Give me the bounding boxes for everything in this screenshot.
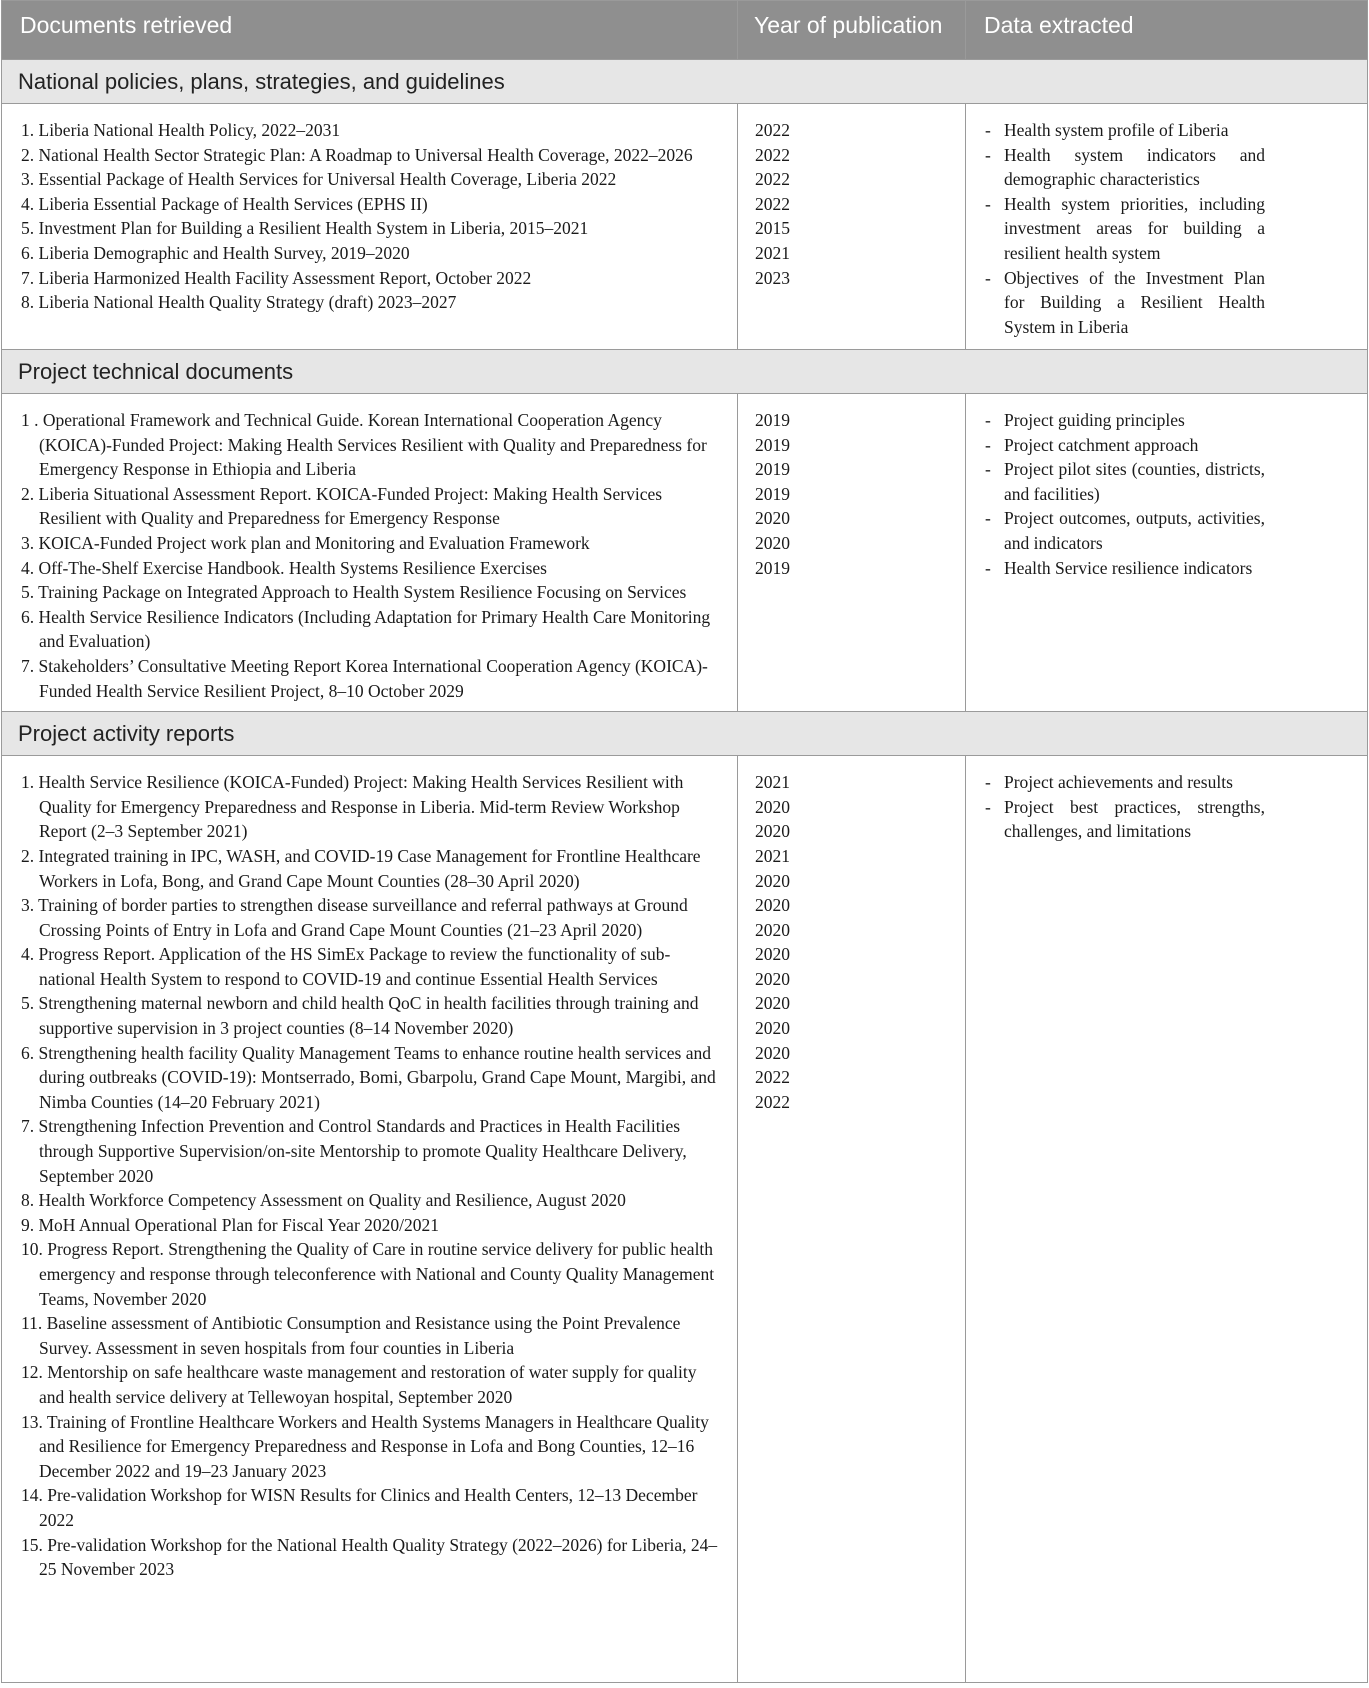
- list-item: - Objectives of the Investment Plan for Building a Resilient Health System in Liberia: [982, 266, 1265, 340]
- year-item: 2019: [755, 459, 790, 480]
- list-item: 2. Liberia Situational Assessment Report. KOICA-Funded Project: Making Health Services Resilient with Quality and Preparedness for Emergency Response: [21, 483, 663, 529]
- list-item: 2. National Health Sector Strategic Plan: A Roadmap to Universal Health Coverage, 2022–2026: [21, 144, 693, 165]
- list-item: 6. Liberia Demographic and Health Survey, 2019–2020: [21, 242, 410, 263]
- section-title: Project activity reports: [2, 712, 1368, 756]
- year-item: 2020: [755, 993, 790, 1014]
- years-cell: [738, 756, 966, 1683]
- list-item: 15. Pre-validation Workshop for the National Health Quality Strategy (2022–2026) for Liberia, 24–25 November 2023: [21, 1534, 718, 1580]
- year-item: 2015: [755, 218, 790, 239]
- year-item: 2020: [755, 870, 790, 891]
- list-item: 5. Investment Plan for Building a Resilient Health System in Liberia, 2015–2021: [21, 218, 589, 239]
- years-list: [755, 408, 964, 580]
- year-item: 2022: [755, 120, 790, 140]
- list-item: 4. Liberia Essential Package of Health Services (EPHS II): [21, 193, 428, 214]
- year-item: 2020: [755, 944, 790, 965]
- year-item: 2020: [755, 968, 790, 989]
- section-title: Project technical documents: [2, 350, 1368, 394]
- list-item: 6. Strengthening health facility Quality Management Teams to enhance routine health services and during outbreaks (COVID-19): Montserrado, Bomi, Gbarpolu, Grand Cape Mount, Margibi, and Nimba Counties (14–20 February 2021): [21, 1042, 716, 1112]
- list-item: 3. Essential Package of Health Services for Universal Health Coverage, Liberia 2022: [21, 169, 617, 190]
- section-title: National policies, plans, strategies, and guidelines: [2, 60, 1368, 104]
- years-cell: [738, 104, 966, 350]
- content-row-national-policies: [2, 104, 1368, 350]
- year-item: 2020: [755, 1018, 790, 1039]
- content-row-project-activity-reports: [2, 756, 1368, 1683]
- list-item: 9. MoH Annual Operational Plan for Fiscal Year 2020/2021: [21, 1214, 440, 1235]
- data-extracted-cell: [966, 394, 1368, 712]
- year-item: 2019: [755, 410, 790, 430]
- list-item: - Health system profile of Liberia: [982, 118, 1265, 143]
- list-item: - Health system priorities, including investment areas for building a resilient health system: [982, 192, 1265, 266]
- content-row-project-technical-documents: [2, 394, 1368, 712]
- list-item: 7. Liberia Harmonized Health Facility Assessment Report, October 2022: [21, 267, 532, 288]
- year-item: 2020: [755, 919, 790, 940]
- documents-table: [1, 0, 1368, 1683]
- list-item: 3. KOICA-Funded Project work plan and Monitoring and Evaluation Framework: [21, 532, 590, 553]
- header-documents-retrieved: Documents retrieved: [2, 1, 738, 60]
- year-item: 2020: [755, 796, 790, 817]
- list-item: 5. Strengthening maternal newborn and child health QoC in health facilities through training and supportive supervision in 3 project counties (8–14 November 2020): [21, 993, 699, 1039]
- years-list: [755, 770, 964, 1114]
- list-item: - Project achievements and results: [982, 770, 1265, 795]
- year-item: 2022: [755, 169, 790, 190]
- list-item: 5. Training Package on Integrated Approach to Health System Resilience Focusing on Services: [21, 582, 687, 603]
- section-row-national-policies: [2, 60, 1368, 104]
- list-item: 7. Strengthening Infection Prevention and Control Standards and Practices in Health Facilities through Supportive Supervision/on-site Mentorship to promote Quality Healthcare Delivery, September 2020: [21, 1116, 687, 1186]
- documents-cell: [2, 394, 738, 712]
- data-extracted-cell: [966, 104, 1368, 350]
- list-item: - Project guiding principles: [982, 408, 1265, 433]
- list-item: - Project catchment approach: [982, 433, 1265, 458]
- list-item: 1 . Operational Framework and Technical Guide. Korean International Cooperation Agency (KOICA)-Funded Project: Making Health Services Resilient with Quality and Preparedness for Emergency Response in Ethiopia and Liberia: [21, 410, 707, 480]
- documents-cell: [2, 104, 738, 350]
- list-item: - Health Service resilience indicators: [982, 556, 1265, 581]
- list-item: 14. Pre-validation Workshop for WISN Results for Clinics and Health Centers, 12–13 December 2022: [21, 1485, 698, 1530]
- year-item: 2021: [755, 772, 790, 793]
- list-item: 1. Liberia National Health Policy, 2022–2031: [21, 120, 341, 140]
- list-item: 7. Stakeholders’ Consultative Meeting Report Korea International Cooperation Agency (KOICA)-Funded Health Service Resilient Project, 8–10 October 2029: [21, 655, 708, 701]
- year-item: 2019: [755, 557, 790, 578]
- header-year-of-publication: Year of publication: [738, 1, 966, 60]
- list-item: - Project best practices, strengths, challenges, and limitations: [982, 795, 1265, 844]
- years-cell: [738, 394, 966, 712]
- year-item: 2020: [755, 821, 790, 842]
- list-item: 1. Health Service Resilience (KOICA-Funded) Project: Making Health Services Resilient with Quality for Emergency Preparedness and Response in Liberia. Mid-term Review Workshop Report (2–3 September 2021): [21, 772, 684, 842]
- list-item: 13. Training of Frontline Healthcare Workers and Health Systems Managers in Healthcare Quality and Resilience for Emergency Preparedness and Response in Lofa and Bong Counties, 12–16 December 2022 and 19–23 January 2023: [21, 1411, 709, 1481]
- data-extracted-list: [982, 118, 1265, 339]
- list-item: 8. Liberia National Health Quality Strategy (draft) 2023–2027: [21, 292, 457, 313]
- year-item: 2021: [755, 242, 790, 263]
- list-item: 12. Mentorship on safe healthcare waste management and restoration of water supply for quality and health service delivery at Tellewoyan hospital, September 2020: [21, 1362, 697, 1407]
- documents-list: [21, 118, 725, 315]
- data-extracted-list: [982, 408, 1265, 580]
- list-item: 6. Health Service Resilience Indicators (Including Adaptation for Primary Health Care Monitoring and Evaluation): [21, 606, 711, 652]
- year-item: 2020: [755, 895, 790, 916]
- documents-list: [21, 408, 725, 703]
- data-extracted-list: [982, 770, 1265, 844]
- documents-cell: [2, 756, 738, 1683]
- year-item: 2022: [755, 1067, 790, 1088]
- list-item: 4. Off-The-Shelf Exercise Handbook. Health Systems Resilience Exercises: [21, 557, 547, 578]
- list-item: 10. Progress Report. Strengthening the Quality of Care in routine service delivery for public health emergency and response through teleconference with National and County Quality Management Teams, November 2020: [21, 1239, 715, 1309]
- year-item: 2019: [755, 434, 790, 455]
- year-item: 2023: [755, 267, 790, 288]
- list-item: 8. Health Workforce Competency Assessment on Quality and Resilience, August 2020: [21, 1190, 626, 1211]
- list-item: 11. Baseline assessment of Antibiotic Consumption and Resistance using the Point Prevalence Survey. Assessment in seven hospitals from four counties in Liberia: [21, 1313, 681, 1358]
- year-item: 2022: [755, 144, 790, 165]
- header-data-extracted: Data extracted: [966, 1, 1368, 60]
- list-item: - Project outcomes, outputs, activities, and indicators: [982, 506, 1265, 555]
- year-item: 2022: [755, 193, 790, 214]
- section-row-project-technical-documents: [2, 350, 1368, 394]
- year-item: 2021: [755, 845, 790, 866]
- data-extracted-cell: [966, 756, 1368, 1683]
- year-item: 2019: [755, 483, 790, 504]
- list-item: - Health system indicators and demographic characteristics: [982, 143, 1265, 192]
- year-item: 2020: [755, 508, 790, 529]
- list-item: 2. Integrated training in IPC, WASH, and COVID-19 Case Management for Frontline Healthcare Workers in Lofa, Bong, and Grand Cape Mount Counties (28–30 April 2020): [21, 845, 701, 891]
- year-item: 2022: [755, 1091, 790, 1112]
- documents-list: [21, 770, 725, 1582]
- section-row-project-activity-reports: [2, 712, 1368, 756]
- list-item: 3. Training of border parties to strengthen disease surveillance and referral pathways at Ground Crossing Points of Entry in Lofa and Grand Cape Mount Counties (21–23 April 2020): [21, 895, 688, 940]
- year-item: 2020: [755, 1042, 790, 1063]
- list-item: 4. Progress Report. Application of the HS SimEx Package to review the functionality of sub-national Health System to respond to COVID-19 and continue Essential Health Services: [21, 944, 671, 989]
- years-list: [755, 118, 964, 290]
- table-header-row: [2, 1, 1368, 60]
- year-item: 2020: [755, 532, 790, 553]
- list-item: - Project pilot sites (counties, districts, and facilities): [982, 457, 1265, 506]
